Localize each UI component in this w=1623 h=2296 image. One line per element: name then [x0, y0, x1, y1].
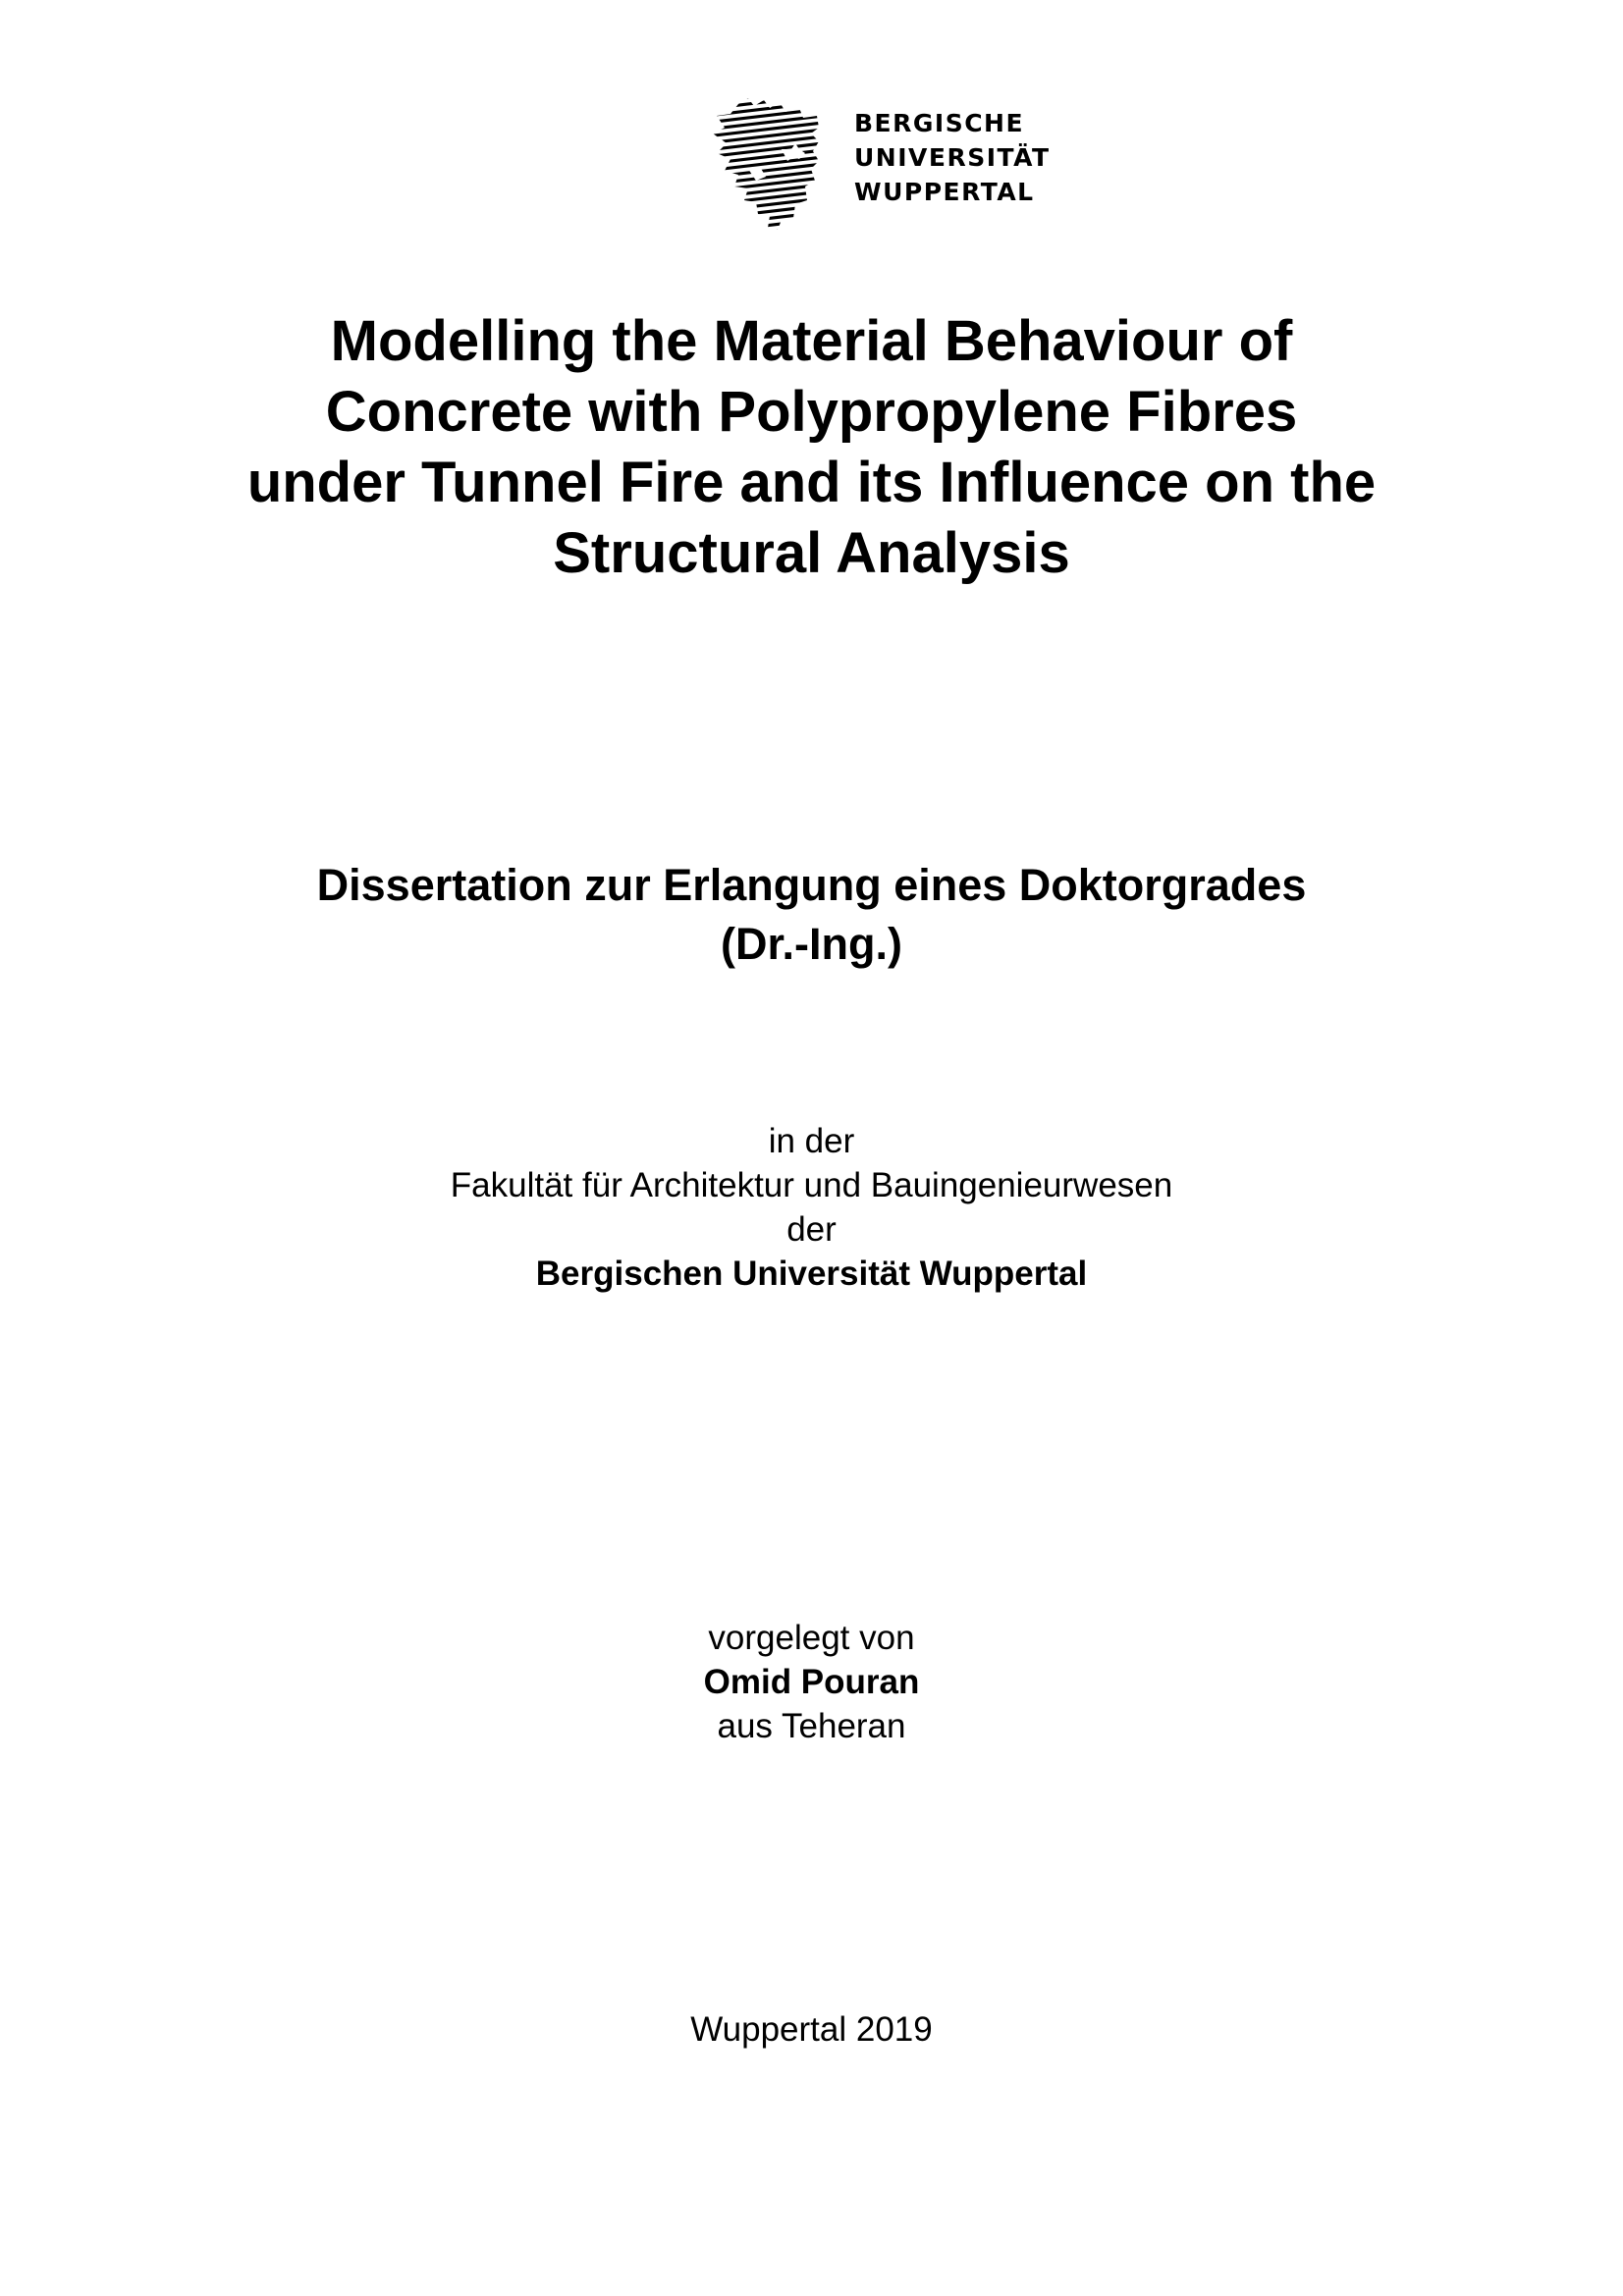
- title-line-1: Modelling the Material Behaviour of: [330, 309, 1293, 373]
- dissertation-title: [0, 306, 1623, 589]
- title-line-4: Structural Analysis: [553, 521, 1070, 585]
- degree-statement: [0, 856, 1623, 974]
- faculty-statement: [0, 1119, 1623, 1296]
- place-and-year: [0, 2007, 1623, 2052]
- author-intro: vorgelegt von: [708, 1619, 915, 1657]
- logo-line-3: WUPPERTAL: [854, 178, 1035, 206]
- logo-line-2: UNIVERSITÄT: [854, 143, 1051, 172]
- faculty-university-name: Bergischen Universität Wuppertal: [535, 1255, 1088, 1293]
- title-line-3: under Tunnel Fire and its Influence on the: [246, 451, 1377, 514]
- faculty-line-2: Fakultät für Architektur und Bauingenieurwesen: [450, 1166, 1173, 1204]
- university-logo-wordmark: [854, 106, 1051, 209]
- faculty-line-3: der: [786, 1210, 837, 1249]
- degree-line-2: (Dr.-Ing.): [721, 919, 902, 969]
- logo-line-1: BERGISCHE: [854, 109, 1025, 137]
- place-year-text: Wuppertal 2019: [690, 2010, 933, 2049]
- title-line-2: Concrete with Polypropylene Fibres: [325, 380, 1298, 444]
- author-statement: [0, 1616, 1623, 1748]
- author-name: Omid Pouran: [703, 1663, 920, 1701]
- degree-line-1: Dissertation zur Erlangung eines Doktorgrades: [316, 860, 1307, 910]
- author-origin: aus Teheran: [717, 1707, 906, 1745]
- university-logo: [709, 98, 1062, 231]
- faculty-line-1: in der: [768, 1122, 855, 1160]
- university-lion-emblem-icon: [709, 98, 846, 231]
